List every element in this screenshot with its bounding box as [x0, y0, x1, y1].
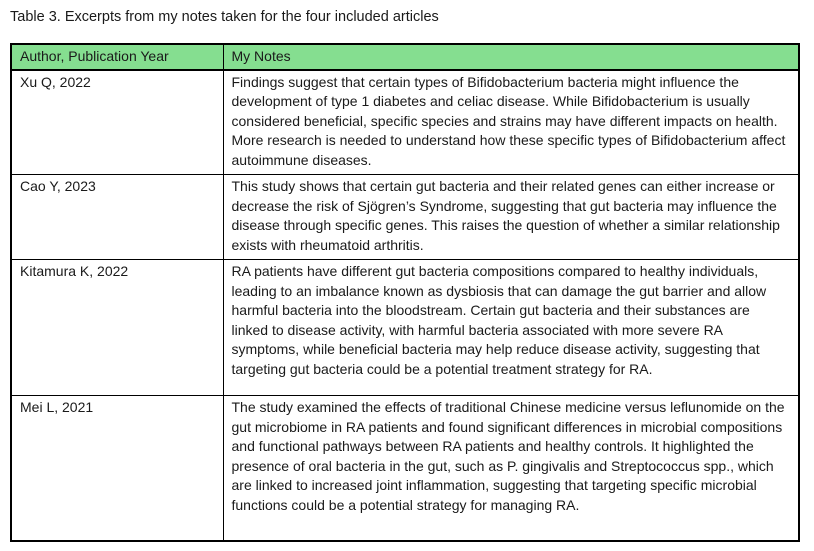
- author-cell: Cao Y, 2023: [11, 175, 223, 260]
- table-row: [11, 260, 799, 396]
- table-row: [11, 70, 799, 175]
- header-author-publication-year: Author, Publication Year: [11, 44, 223, 70]
- author-cell: Mei L, 2021: [11, 396, 223, 541]
- notes-cell: This study shows that certain gut bacteria and their related genes can either increase or decrease the risk of Sjögren’s Syndrome, suggesting that gut bacteria may influence the disease through specific genes. This raises the question of whether a similar relationship exists with rheumatoid arthritis.: [223, 175, 799, 260]
- notes-cell: RA patients have different gut bacteria compositions compared to healthy individuals, leading to an imbalance known as dysbiosis that can damage the gut barrier and allow harmful bacteria into the bloodstream. Certain gut bacteria and their substances are linked to disease activity, with harmful bacteria associated with more severe RA symptoms, while beneficial bacteria may help reduce disease activity, suggesting that targeting gut bacteria could be a potential treatment strategy for RA.: [223, 260, 799, 396]
- table-row: [11, 175, 799, 260]
- header-my-notes: My Notes: [223, 44, 799, 70]
- notes-table: [10, 43, 800, 542]
- author-cell: Kitamura K, 2022: [11, 260, 223, 396]
- notes-cell: The study examined the effects of traditional Chinese medicine versus leflunomide on the gut microbiome in RA patients and found significant differences in microbial compositions and functional pathways between RA patients and healthy controls. It highlighted the presence of oral bacteria in the gut, such as P. gingivalis and Streptococcus spp., which are linked to increased joint inflammation, suggesting that targeting specific microbial functions could be a potential strategy for managing RA.: [223, 396, 799, 541]
- table-caption: Table 3. Excerpts from my notes taken for the four included articles: [10, 9, 439, 25]
- author-cell: Xu Q, 2022: [11, 70, 223, 175]
- table-header-row: [11, 44, 799, 70]
- notes-cell: Findings suggest that certain types of Bifidobacterium bacteria might influence the development of type 1 diabetes and celiac disease. While Bifidobacterium is usually considered beneficial, specific species and strains may have different impacts on health. More research is needed to understand how these specific types of Bifidobacterium affect autoimmune diseases.: [223, 70, 799, 175]
- table-row: [11, 396, 799, 541]
